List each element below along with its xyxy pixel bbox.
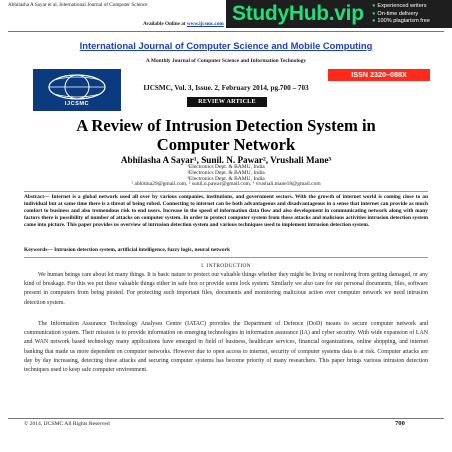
banner-feature-item: ● Experienced writers — [372, 3, 427, 9]
page-number: 700 — [395, 420, 405, 427]
abstract-top-divider — [24, 191, 428, 192]
footer-copyright: © 2014, IJCSMC All Rights Reserved — [24, 421, 110, 427]
article-type-badge: REVIEW ARTICLE — [187, 97, 267, 107]
intro-paragraph: The Information Assurance Technology Analyses Centre (IATAC) provides the Department of Defence (DoD) means to secure computer network and communication system. Their mission is to provide information on emerging technologies in information assurance (IA) and cyber security. With wide expansion of LAN and WAN network based technology many applications have emerged in field of business, healthcare services, financial organizations, online shopping, and internet banking that made us more dependent on computer networks. However due to open access to internet, security of computer systems data is at risk. Computer attacks are day by day increasing, detecting these attacks and securing computer systems has become priority of many researchers. This paper brings various intrusion detection techniques used to keep safe computer environment. — [24, 321, 428, 374]
journal-logo-text: IJCSMC — [64, 101, 90, 107]
footer-divider — [8, 418, 444, 419]
abstract-text: Abstract— Internet is a global network used all over by various companies, institutions, and government sectors. With the growth of internet world is coming close to an individual but at same time there is a threat of being robed. Connecting to internet can be both advantageous and disadvantageous in a sense that internet can provide as much comfort to business and also tremendous risk to end users. Increase in the speed of information data flow and also development in communicating network along with many factors there is possibility of number of attacks on computer system. In order to protect computer system from these attacks and malicious activities intrusion detection system came into picture. This paper provides us overview of intrusion detection system and various techniques used to implement intrusion detection system. — [24, 194, 428, 229]
check-icon: ● — [372, 3, 376, 9]
author-emails: ¹ abhitina29@gmail.com, ² sunil.n.pawar@gmail.com, ³ vrushali.mane18@gmail.com — [131, 181, 321, 187]
journal-url-link[interactable]: www.ijcsmc.com — [186, 21, 224, 27]
header-divider — [8, 31, 444, 32]
journal-title-link[interactable]: International Journal of Computer Science and Mobile Computing — [79, 40, 373, 51]
running-head: Abhilasha A Sayar et al, International Journal of Computer Science — [8, 2, 148, 8]
abstract-bottom-divider — [24, 257, 428, 258]
available-online-line — [143, 21, 224, 27]
online-prefix: Available Online at — [143, 21, 186, 27]
section-heading: I. INTRODUCTION — [201, 263, 251, 269]
journal-subtitle: A Monthly Journal of Computer Science and Information Technology — [145, 58, 307, 64]
affiliation-line: ³Electronics Dept. & BAMU, India — [187, 176, 265, 182]
check-icon: ● — [372, 18, 376, 25]
banner-feature-item: ● 100% plagiarism free — [372, 18, 430, 25]
volume-line: IJCSMC, Vol. 3, Issue. 2, February 2014, pg.700 – 703 — [143, 84, 309, 92]
affiliation-line: ²Electronics Dept. & BAMU, India — [187, 170, 265, 176]
keywords-line: Keywords— Intrusion detection system, artificial intelligence, fuzzy logic, neural network — [24, 247, 231, 253]
paper-title — [0, 116, 452, 154]
banner-feature-item: ● On-time delivery — [372, 10, 419, 17]
intro-paragraph: We human beings care about lot many things. It is basic nature to protect our valuable things whether they might be living or nonliving from getting damaged, or any kind of breakage. For this we put these valuable things either in safe box or provide some lock system. Similarly we also care for our personal documents, files, software present in computers from being pirated. For protecting such important files, documents and monitoring malicious action over computer network we need intrusion detection system. — [24, 272, 428, 306]
paper-title-line: Computer Network — [156, 135, 296, 154]
paper-title-line: A Review of Intrusion Detection System in — [76, 116, 376, 135]
banner-feature-list — [372, 3, 430, 26]
studyhub-logo[interactable]: StudyHub.vip — [232, 2, 364, 25]
issn-badge: ISSN 2320–088X — [328, 69, 430, 81]
affiliation-line: ¹Electronics Dept. & BAMU, India — [187, 164, 265, 170]
authors-line: Abhilasha A Sayar¹, Sunil. N. Pawar², Vrushali Mane³ — [120, 155, 332, 165]
check-icon: ● — [372, 10, 376, 17]
